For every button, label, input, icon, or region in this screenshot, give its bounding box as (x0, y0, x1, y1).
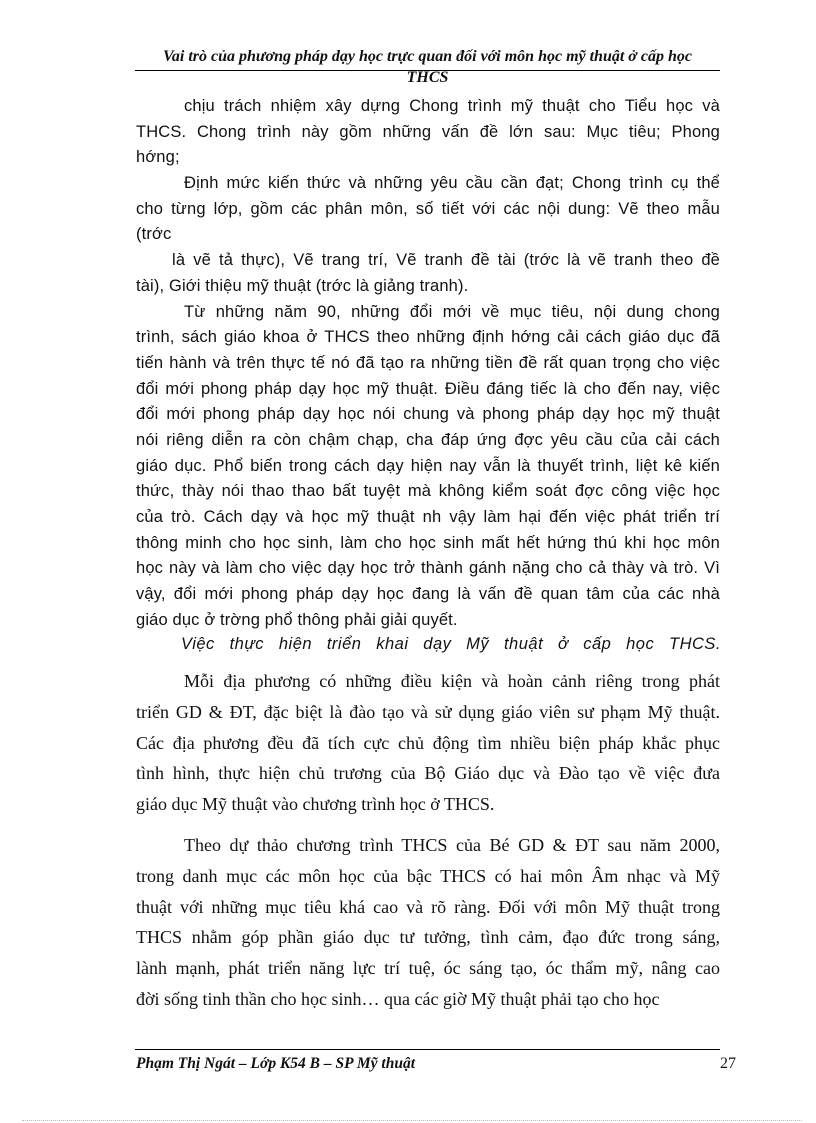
text-line: giáo dục ở trờng phổ thông phải giải quyết. (136, 610, 458, 629)
text-line: cho từng lớp, gồm các phân môn, số tiết với các nội dung: Vẽ theo mẫu (136, 199, 720, 218)
text-line: của trò. Cách dạy và học mỹ thuật nh vậy làm hại đến việc phát triển trí (136, 508, 720, 526)
page-border-dotted (22, 1120, 802, 1121)
text-line: Theo dự thảo chương trình THCS của Bé GD & ĐT sau năm 2000, (184, 835, 720, 855)
text-line: thức, thày nói thao thao bất tuyệt mà không kiểm soát đợc công việc học (136, 482, 720, 501)
footer-author: Phạm Thị Ngát – Lớp K54 B – SP Mỹ thuật (136, 1055, 416, 1072)
text-line: lành mạnh, phát triển năng lực trí tuệ, óc sáng tạo, óc thẩm mỹ, nâng cao (136, 958, 720, 979)
text-line: chịu trách nhiệm xây dựng Chong trình mỹ thuật cho Tiểu học và (184, 97, 720, 115)
text-line: triển GD & ĐT, đặc biệt là đào tạo và sử dụng giáo viên sư phạm Mỹ thuật. (136, 701, 720, 722)
text-line: trong danh mục các môn học của bậc THCS có hai môn Âm nhạc và Mỹ (136, 865, 720, 886)
page-number: 27 (720, 1055, 736, 1072)
text-line: thuật với những mục tiêu khá cao và rõ ràng. Đối với môn Mỹ thuật trong (136, 896, 720, 917)
footer-divider (135, 1049, 720, 1050)
text-line: đổi mới phong pháp dạy học nói chung và phong pháp dạy học mỹ thuật (136, 405, 720, 424)
paragraph-3 (136, 248, 720, 299)
text-line: tài), Giới thiệu mỹ thuật (trớc là giảng tranh). (136, 276, 469, 295)
text-line: thông minh cho học sinh, làm cho học sinh mất hết hứng thú khi học môn (136, 533, 720, 552)
running-header (135, 46, 720, 88)
paragraph-4 (136, 300, 720, 634)
text-line: học này và làm cho việc dạy học trở thành gánh nặng cho cả thày và trò. Vì (136, 559, 720, 578)
text-line: đổi mới phong pháp dạy học mỹ thuật. Điều đáng tiếc là cho đến nay, việc (136, 379, 720, 398)
text-line: nói riêng diễn ra còn chậm chạp, cha đáp ứng đợc yêu cầu của cải cách (136, 430, 720, 449)
text-line: (trớc (136, 225, 172, 244)
text-line: Từ những năm 90, những đổi mới về mục tiêu, nội dung chong (184, 302, 720, 321)
text-line: Mỗi địa phương có những điều kiện và hoàn cảnh riêng trong phát (184, 671, 720, 691)
body-text (136, 94, 720, 633)
paragraph-1 (136, 94, 720, 171)
text-line: trình, sách giáo khoa ở THCS theo những định hớng cải cách giáo dục đã (136, 328, 720, 347)
header-title-line1: Vai trò của phương pháp dạy học trực quan đối với môn học mỹ thuật ở cấp học (163, 48, 692, 65)
text-line: giáo dục. Phổ biến trong cách dạy hiện nay vẫn là thuyết trình, liệt kê kiến (136, 456, 720, 475)
text-line: đời sống tinh thần cho học sinh… qua các giờ Mỹ thuật phải tạo cho học (136, 988, 660, 1009)
header-title-line2: THCS (406, 69, 449, 86)
text-line: hớng; (136, 148, 180, 167)
paragraph-6 (136, 830, 720, 1015)
text-line: THCS. Chong trình này gồm những vấn đề lớn sau: Mục tiêu; Phong (136, 122, 720, 141)
paragraph-2 (136, 171, 720, 248)
section-subheading: Việc thực hiện triển khai dạy Mỹ thuật ở cấp học THCS. (181, 635, 721, 653)
header-divider (135, 70, 720, 71)
text-line: giáo dục Mỹ thuật vào chương trình học ở THCS. (136, 794, 495, 815)
paragraph-5 (136, 666, 720, 820)
text-line: tình hình, thực hiện chủ trương của Bộ Giáo dục và Đào tạo về việc đưa (136, 763, 720, 784)
text-line: tiến hành và trên thực tế nó đã tạo ra những tiền đề rất quan trọng cho việc (136, 353, 720, 372)
text-line: Định mức kiến thức và những yêu cầu cần đạt; Chong trình cụ thể (184, 174, 720, 193)
text-line: vậy, đổi mới phong pháp dạy học đang là vấn đề quan tâm của các nhà (136, 585, 720, 604)
text-line: là vẽ tả thực), Vẽ trang trí, Vẽ tranh đề tài (trớc là vẽ tranh theo đề (172, 251, 720, 270)
text-line: THCS nhằm góp phần giáo dục tư tưởng, tình cảm, đạo đức trong sáng, (136, 927, 720, 948)
text-line: Các địa phương đều đã tích cực chủ động tìm nhiều biện pháp khắc phục (136, 732, 720, 753)
